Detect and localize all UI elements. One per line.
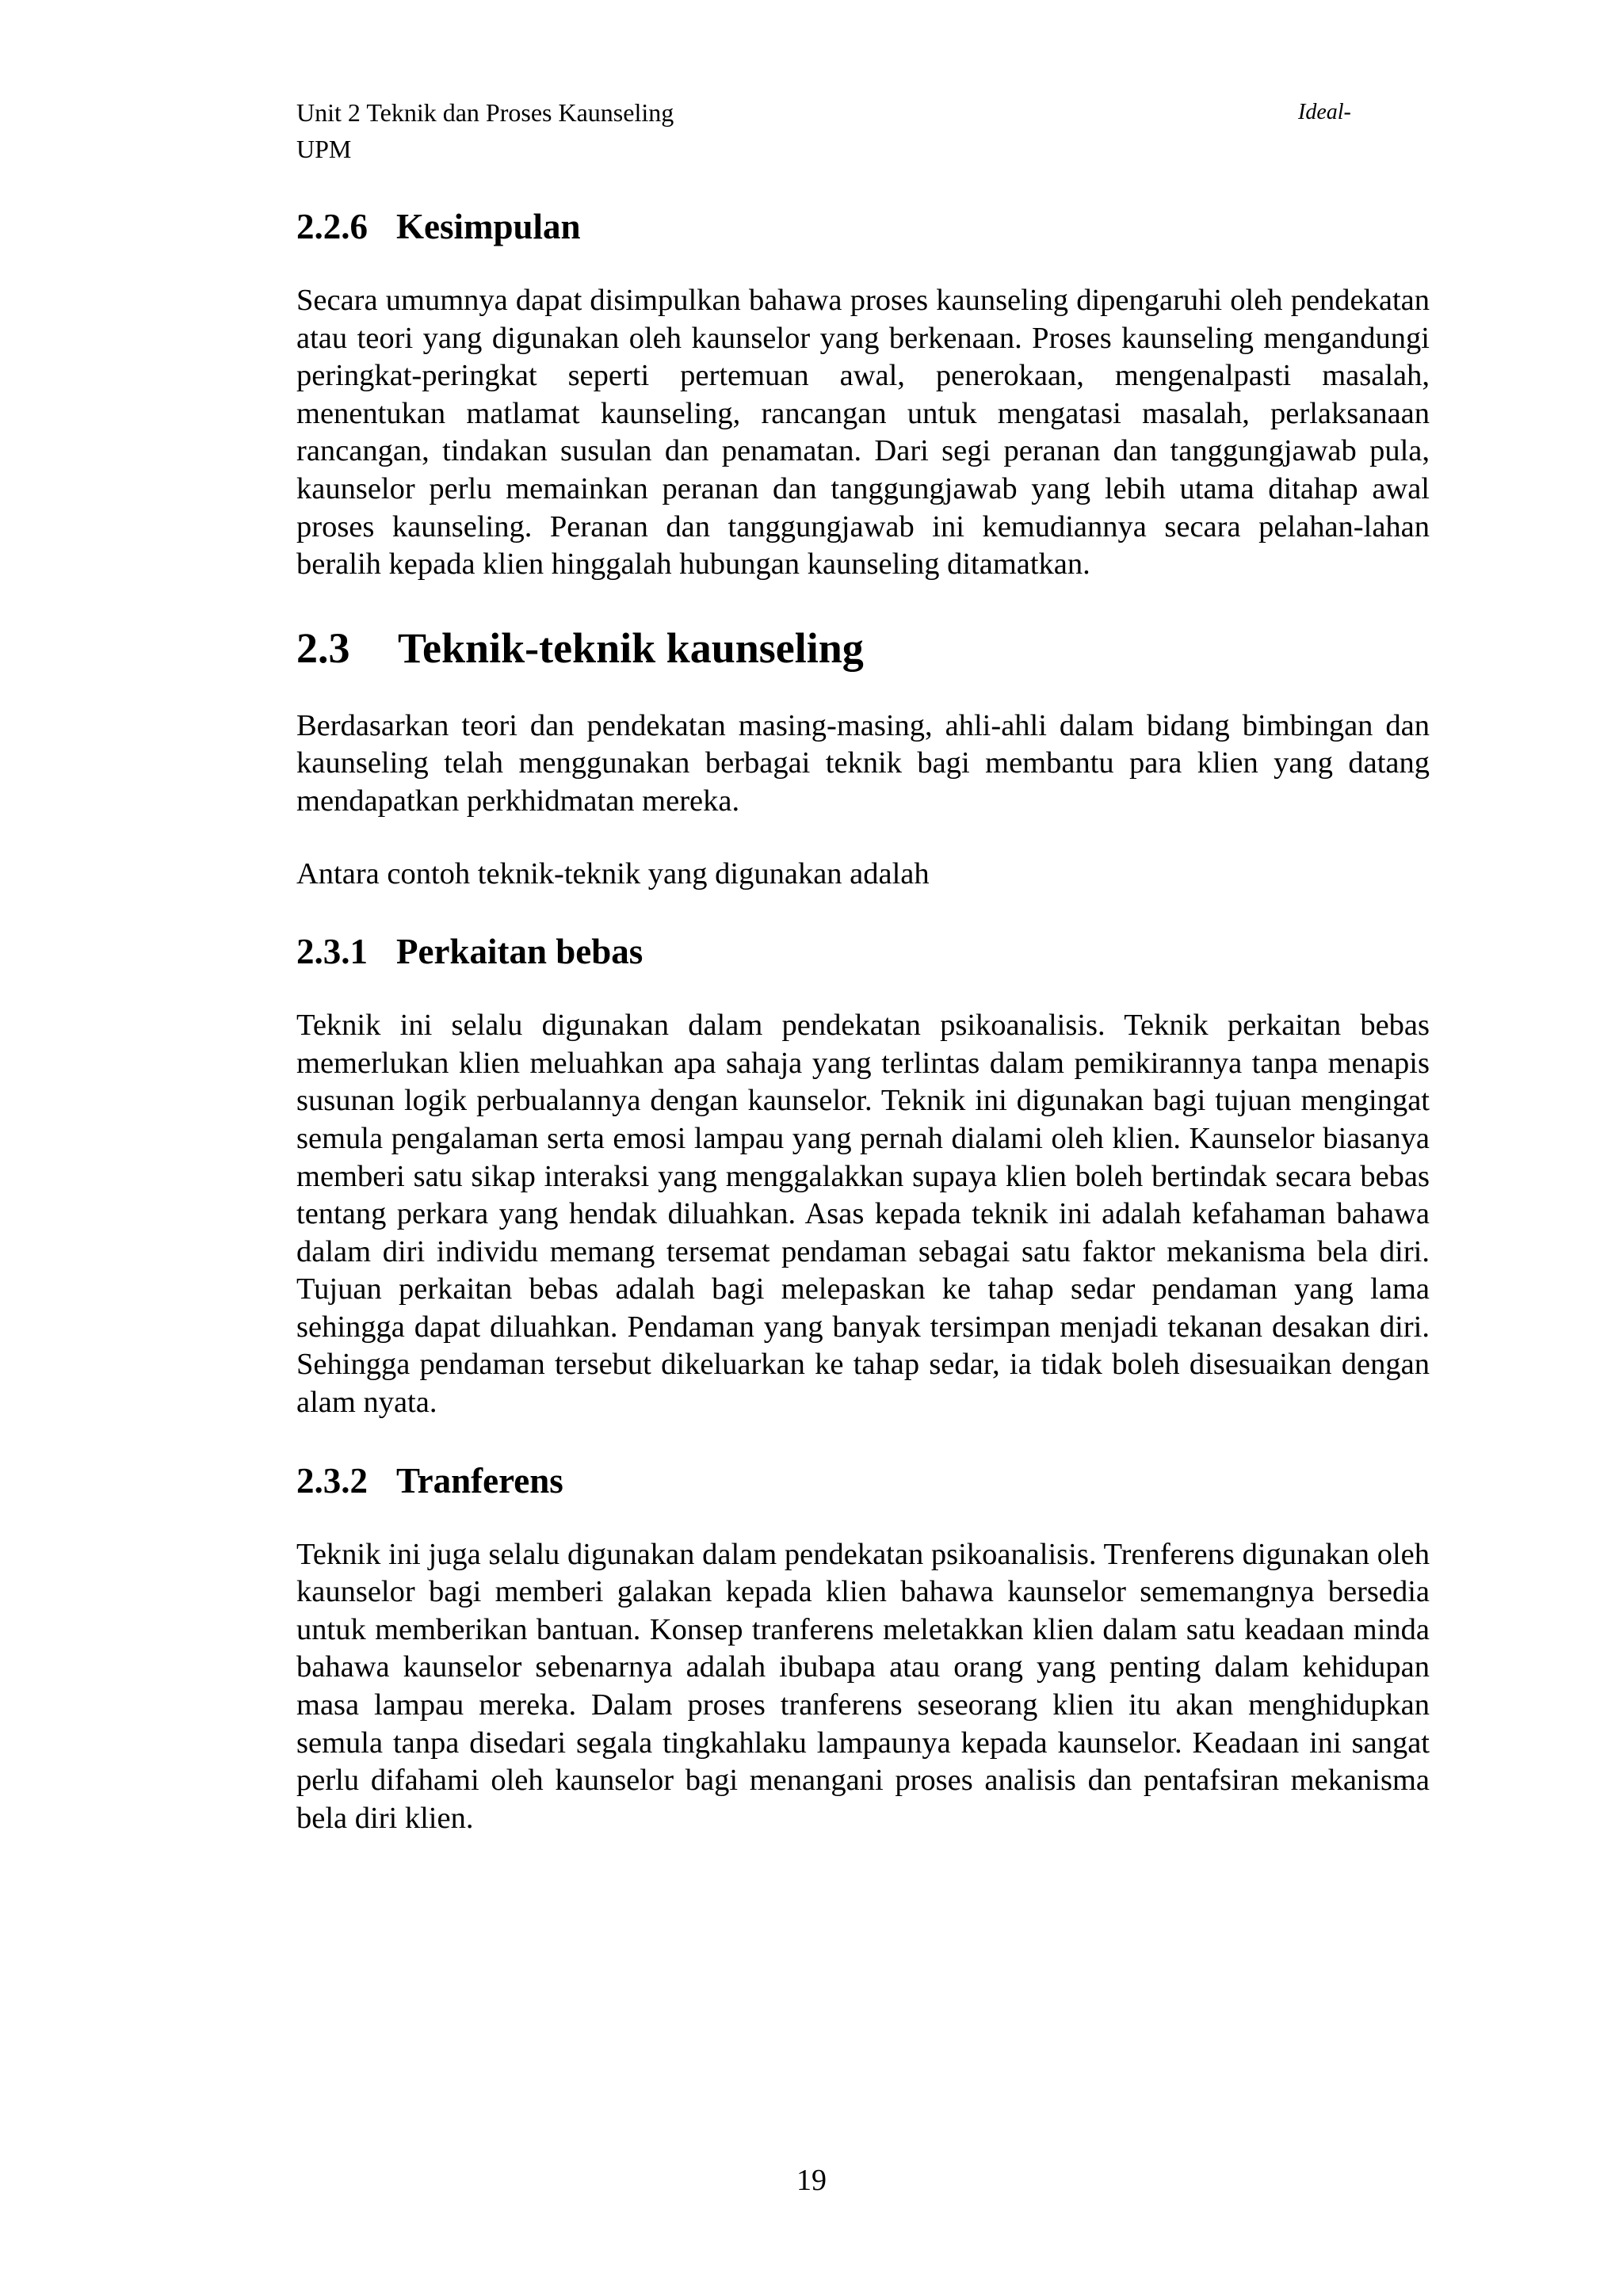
heading-title: Tranferens [396,1460,563,1501]
heading-number: 2.3.2 [296,1460,368,1501]
heading-title: Teknik-teknik kaunseling [398,624,864,672]
header-unit-title: Unit 2 Teknik dan Proses Kaunseling [296,98,674,127]
heading-2-3-2 [296,1457,1430,1505]
heading-2-3-1 [296,928,1430,975]
header-dash: - [1343,100,1351,124]
heading-title: Kesimpulan [396,207,581,246]
header-upm: UPM [296,135,352,163]
paragraph-perkaitan-bebas: Teknik ini selalu digunakan dalam pendekatan psikoanalisis. Teknik perkaitan bebas memerlukan klien meluahkan apa sahaja yang terlintas dalam pemikirannya tanpa menapis susunan logik perbualannya dengan kaunselor. Teknik ini digunakan bagi tujuan mengingat semula pengalaman serta emosi lampau yang pernah dialami oleh klien. Kaunselor biasanya memberi satu sikap interaksi yang menggalakkan supaya klien boleh bertindak secara bebas tentang perkara yang hendak diluahkan. Asas kepada teknik ini adalah kefahaman bahawa dalam diri individu memang tersemat pendaman sebagai satu faktor mekanisma bela diri. Tujuan perkaitan bebas adalah bagi melepaskan ke tahap sedar pendaman yang lama sehingga dapat diluahkan. Pendaman yang banyak tersimpan menjadi tekanan desakan diri. Sehingga pendaman tersebut dikeluarkan ke tahap sedar, ia tidak boleh disesuaikan dengan alam nyata. [296,1009,1430,1420]
heading-number: 2.3.1 [296,932,368,972]
paragraph-tranferens: Teknik ini juga selalu digunakan dalam pendekatan psikoanalisis. Trenferens digunakan oleh kaunselor bagi memberi galakan kepada klien bahawa kaunselor sememangnya bersedia untuk memberikan bantuan. Konsep tranferens meletakkan klien dalam satu keadaan minda bahawa kaunselor sebenarnya adalah ibubapa atau orang yang penting dalam kehidupan masa lampau mereka. Dalam proses tranferens seseorang klien itu akan menghidupkan semula tanpa disedari segala tingkahlaku lampaunya kepada kaunselor. Keadaan ini sangat perlu difahami oleh kaunselor bagi menangani proses analisis dan pentafsiran mekanisma bela diri klien. [296,1537,1430,1835]
paragraph-contoh-teknik: Antara contoh teknik-teknik yang digunakan adalah [296,856,930,891]
header-ideal-text: Ideal [1298,100,1344,124]
heading-number: 2.2.6 [296,207,368,246]
running-header [296,95,1430,168]
paragraph-kesimpulan: Secara umumnya dapat disimpulkan bahawa proses kaunseling dipengaruhi oleh pendekatan atau teori yang digunakan oleh kaunselor yang berkenaan. Proses kaunseling mengandungi peringkat-peringkat seperti pertemuan awal, penerokaan, mengenalpasti masalah, menentukan matlamat kaunseling, rancangan untuk mengatasi masalah, perlaksanaan rancangan, tindakan susulan dan penamatan. Dari segi peranan dan tanggungjawab pula, kaunselor perlu memainkan peranan dan tanggungjawab yang lebih utama ditahap awal proses kaunseling. Peranan dan tanggungjawab ini kemudiannya secara pelahan-lahan beralih kepada klien hinggalah hubungan kaunseling ditamatkan. [296,284,1430,582]
heading-2-2-6 [296,203,1430,250]
header-ideal-label [1298,95,1351,130]
page-content [296,95,1430,1837]
heading-2-3 [296,620,1430,676]
heading-title: Perkaitan bebas [396,932,643,972]
paragraph-teknik-intro: Berdasarkan teori dan pendekatan masing-masing, ahli-ahli dalam bidang bimbingan dan kaunseling telah menggunakan berbagai teknik bagi membantu para klien yang datang mendapatkan perkhidmatan mereka. [296,708,1430,818]
heading-number: 2.3 [296,624,350,672]
page-number: 19 [796,2164,827,2197]
